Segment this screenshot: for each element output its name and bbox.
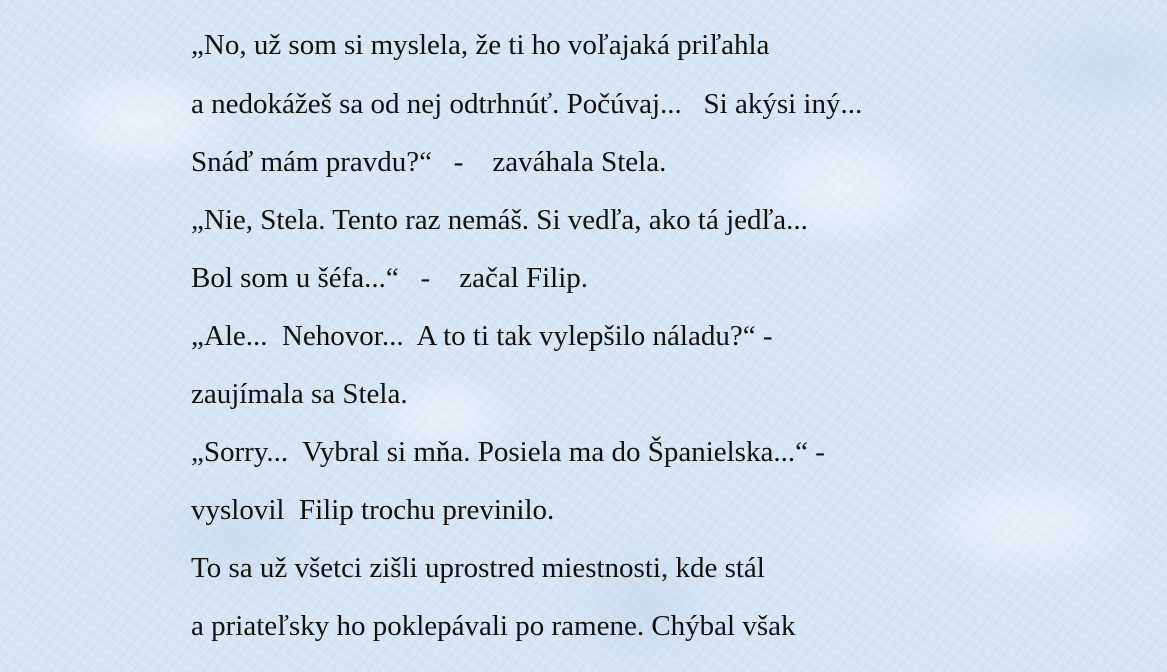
text-line: vyslovil Filip trochu previnilo. xyxy=(191,494,555,526)
text-line: To sa už všetci zišli uprostred miestnosti, kde stál xyxy=(191,552,765,584)
text-line: „Ale... Nehovor... A to ti tak vylepšilo náladu?“ - xyxy=(191,320,773,352)
text-line: a nedokážeš sa od nej odtrhnúť. Počúvaj... Si akýsi iný... xyxy=(191,88,863,120)
text-line: zaujímala sa Stela. xyxy=(191,378,408,410)
text-line: „Sorry... Vybral si mňa. Posiela ma do Španielska...“ - xyxy=(191,436,825,468)
text-line: „No, už som si myslela, že ti ho voľajaká priľahla xyxy=(191,29,770,61)
text-line: „Nie, Stela. Tento raz nemáš. Si vedľa, ako tá jedľa... xyxy=(191,204,808,236)
text-line: Bol som u šéfa...“ - začal Filip. xyxy=(191,262,589,294)
text-line: a priateľsky ho poklepávali po ramene. Chýbal však xyxy=(191,610,796,642)
text-line: Snáď mám pravdu?“ - zaváhala Stela. xyxy=(191,146,667,178)
